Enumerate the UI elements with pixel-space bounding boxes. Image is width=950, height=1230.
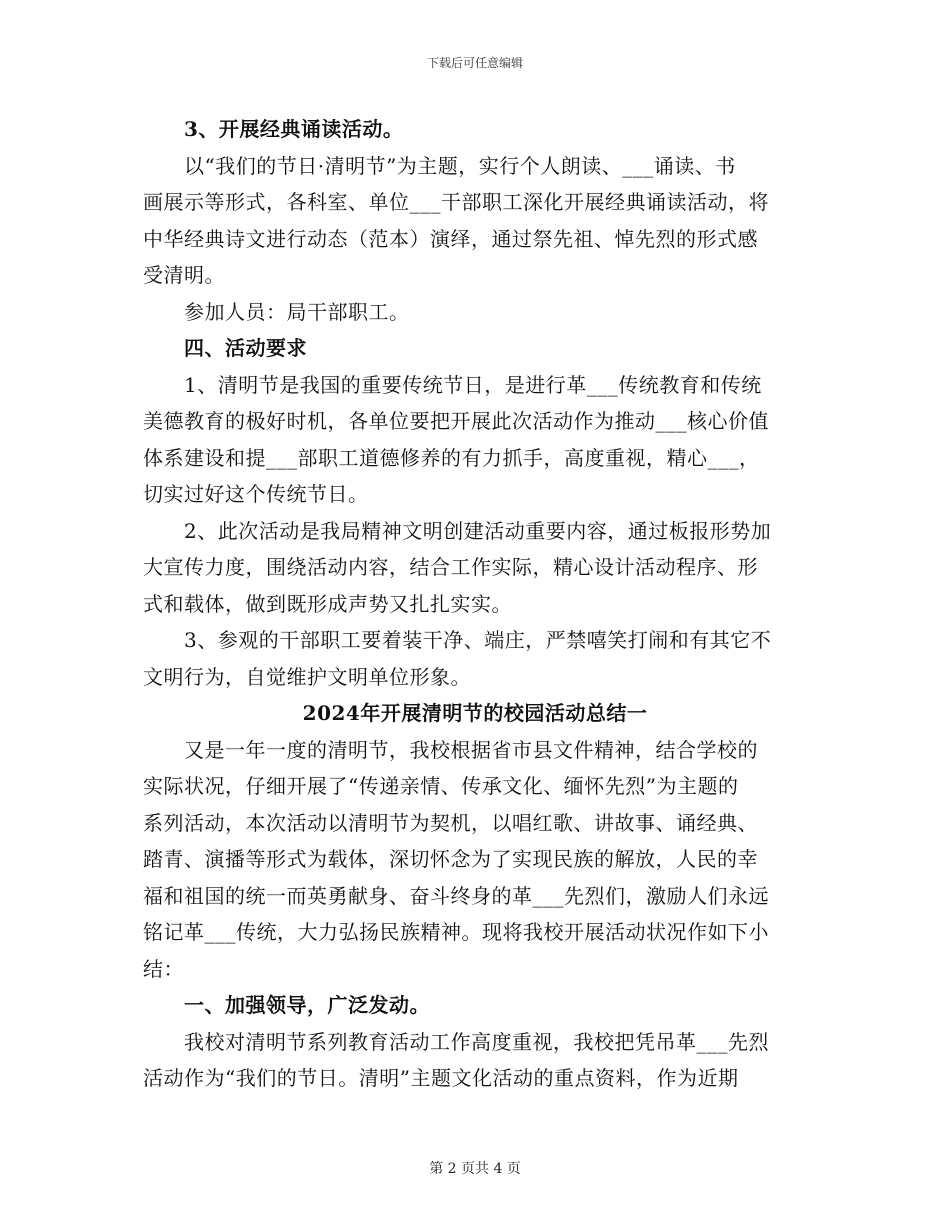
text-line: 踏青、演播等形式为载体，深切怀念为了实现民族的解放，人民的幸 xyxy=(143,847,758,871)
page-footer: 第 2 页共 4 页 xyxy=(429,1161,521,1177)
text-line: 参加人员：局干部职工。 xyxy=(184,299,410,324)
text-line: 3、开展经典诵读活动。 xyxy=(184,117,404,141)
header-note: 下载后可任意编辑 xyxy=(426,56,523,70)
text-line: 切实过好这个传统节日。 xyxy=(143,482,369,506)
text-line: 以“我们的节日·清明节”为主题，实行个人朗读、___诵读、书 xyxy=(184,153,736,178)
text-line: 铭记革___传统，大力弘扬民族精神。现将我校开展活动状况作如下小 xyxy=(143,920,769,944)
text-line: 2024年开展清明节的校园活动总结一 xyxy=(302,701,648,725)
text-line: 系列活动，本次活动以清明节为契机，以唱红歌、讲故事、诵经典、 xyxy=(143,810,758,835)
text-line: 大宣传力度，围绕活动内容，结合工作实际，精心设计活动程序、形 xyxy=(143,555,758,579)
text-line: 中华经典诗文进行动态（范本）演绎，通过祭先祖、悼先烈的形式感 xyxy=(143,226,758,251)
text-line: 文明行为，自觉维护文明单位形象。 xyxy=(143,664,471,689)
text-line: 2、此次活动是我局精神文明创建活动重要内容，通过板报形势加 xyxy=(184,518,772,543)
document-body xyxy=(143,111,807,1097)
text-line: 福和祖国的统一而英勇献身、奋斗终身的革___先烈们，激励人们永远 xyxy=(143,883,769,908)
text-line: 实际状况，仔细开展了“传递亲情、传承文化、缅怀先烈”为主题的 xyxy=(143,774,739,798)
text-line: 3、参观的干部职工要着装干净、端庄，严禁嘻笑打闹和有其它不 xyxy=(184,628,772,652)
text-line: 结： xyxy=(143,956,184,981)
text-line: 四、活动要求 xyxy=(184,336,307,360)
text-line: 式和载体，做到既形成声势又扎扎实实。 xyxy=(143,591,512,616)
text-line: 美德教育的极好时机，各单位要把开展此次活动作为推动___核心价值 xyxy=(143,409,769,433)
text-line: 体系建设和提___部职工道德修养的有力抓手，高度重视，精心___， xyxy=(143,445,760,470)
text-line: 1、清明节是我国的重要传统节日，是进行革___传统教育和传统 xyxy=(184,372,762,397)
text-line: 一、加强领导，广泛发动。 xyxy=(184,993,430,1017)
text-line: 我校对清明节系列教育活动工作高度重视，我校把凭吊革___先烈 xyxy=(184,1029,769,1054)
text-line: 又是一年一度的清明节，我校根据省市县文件精神，结合学校的 xyxy=(184,737,758,762)
text-line: 受清明。 xyxy=(143,263,225,287)
text-line: 画展示等形式，各科室、单位___干部职工深化开展经典诵读活动，将 xyxy=(143,190,769,214)
text-line: 活动作为“我们的节日。清明”主题文化活动的重点资料，作为近期 xyxy=(143,1066,739,1090)
